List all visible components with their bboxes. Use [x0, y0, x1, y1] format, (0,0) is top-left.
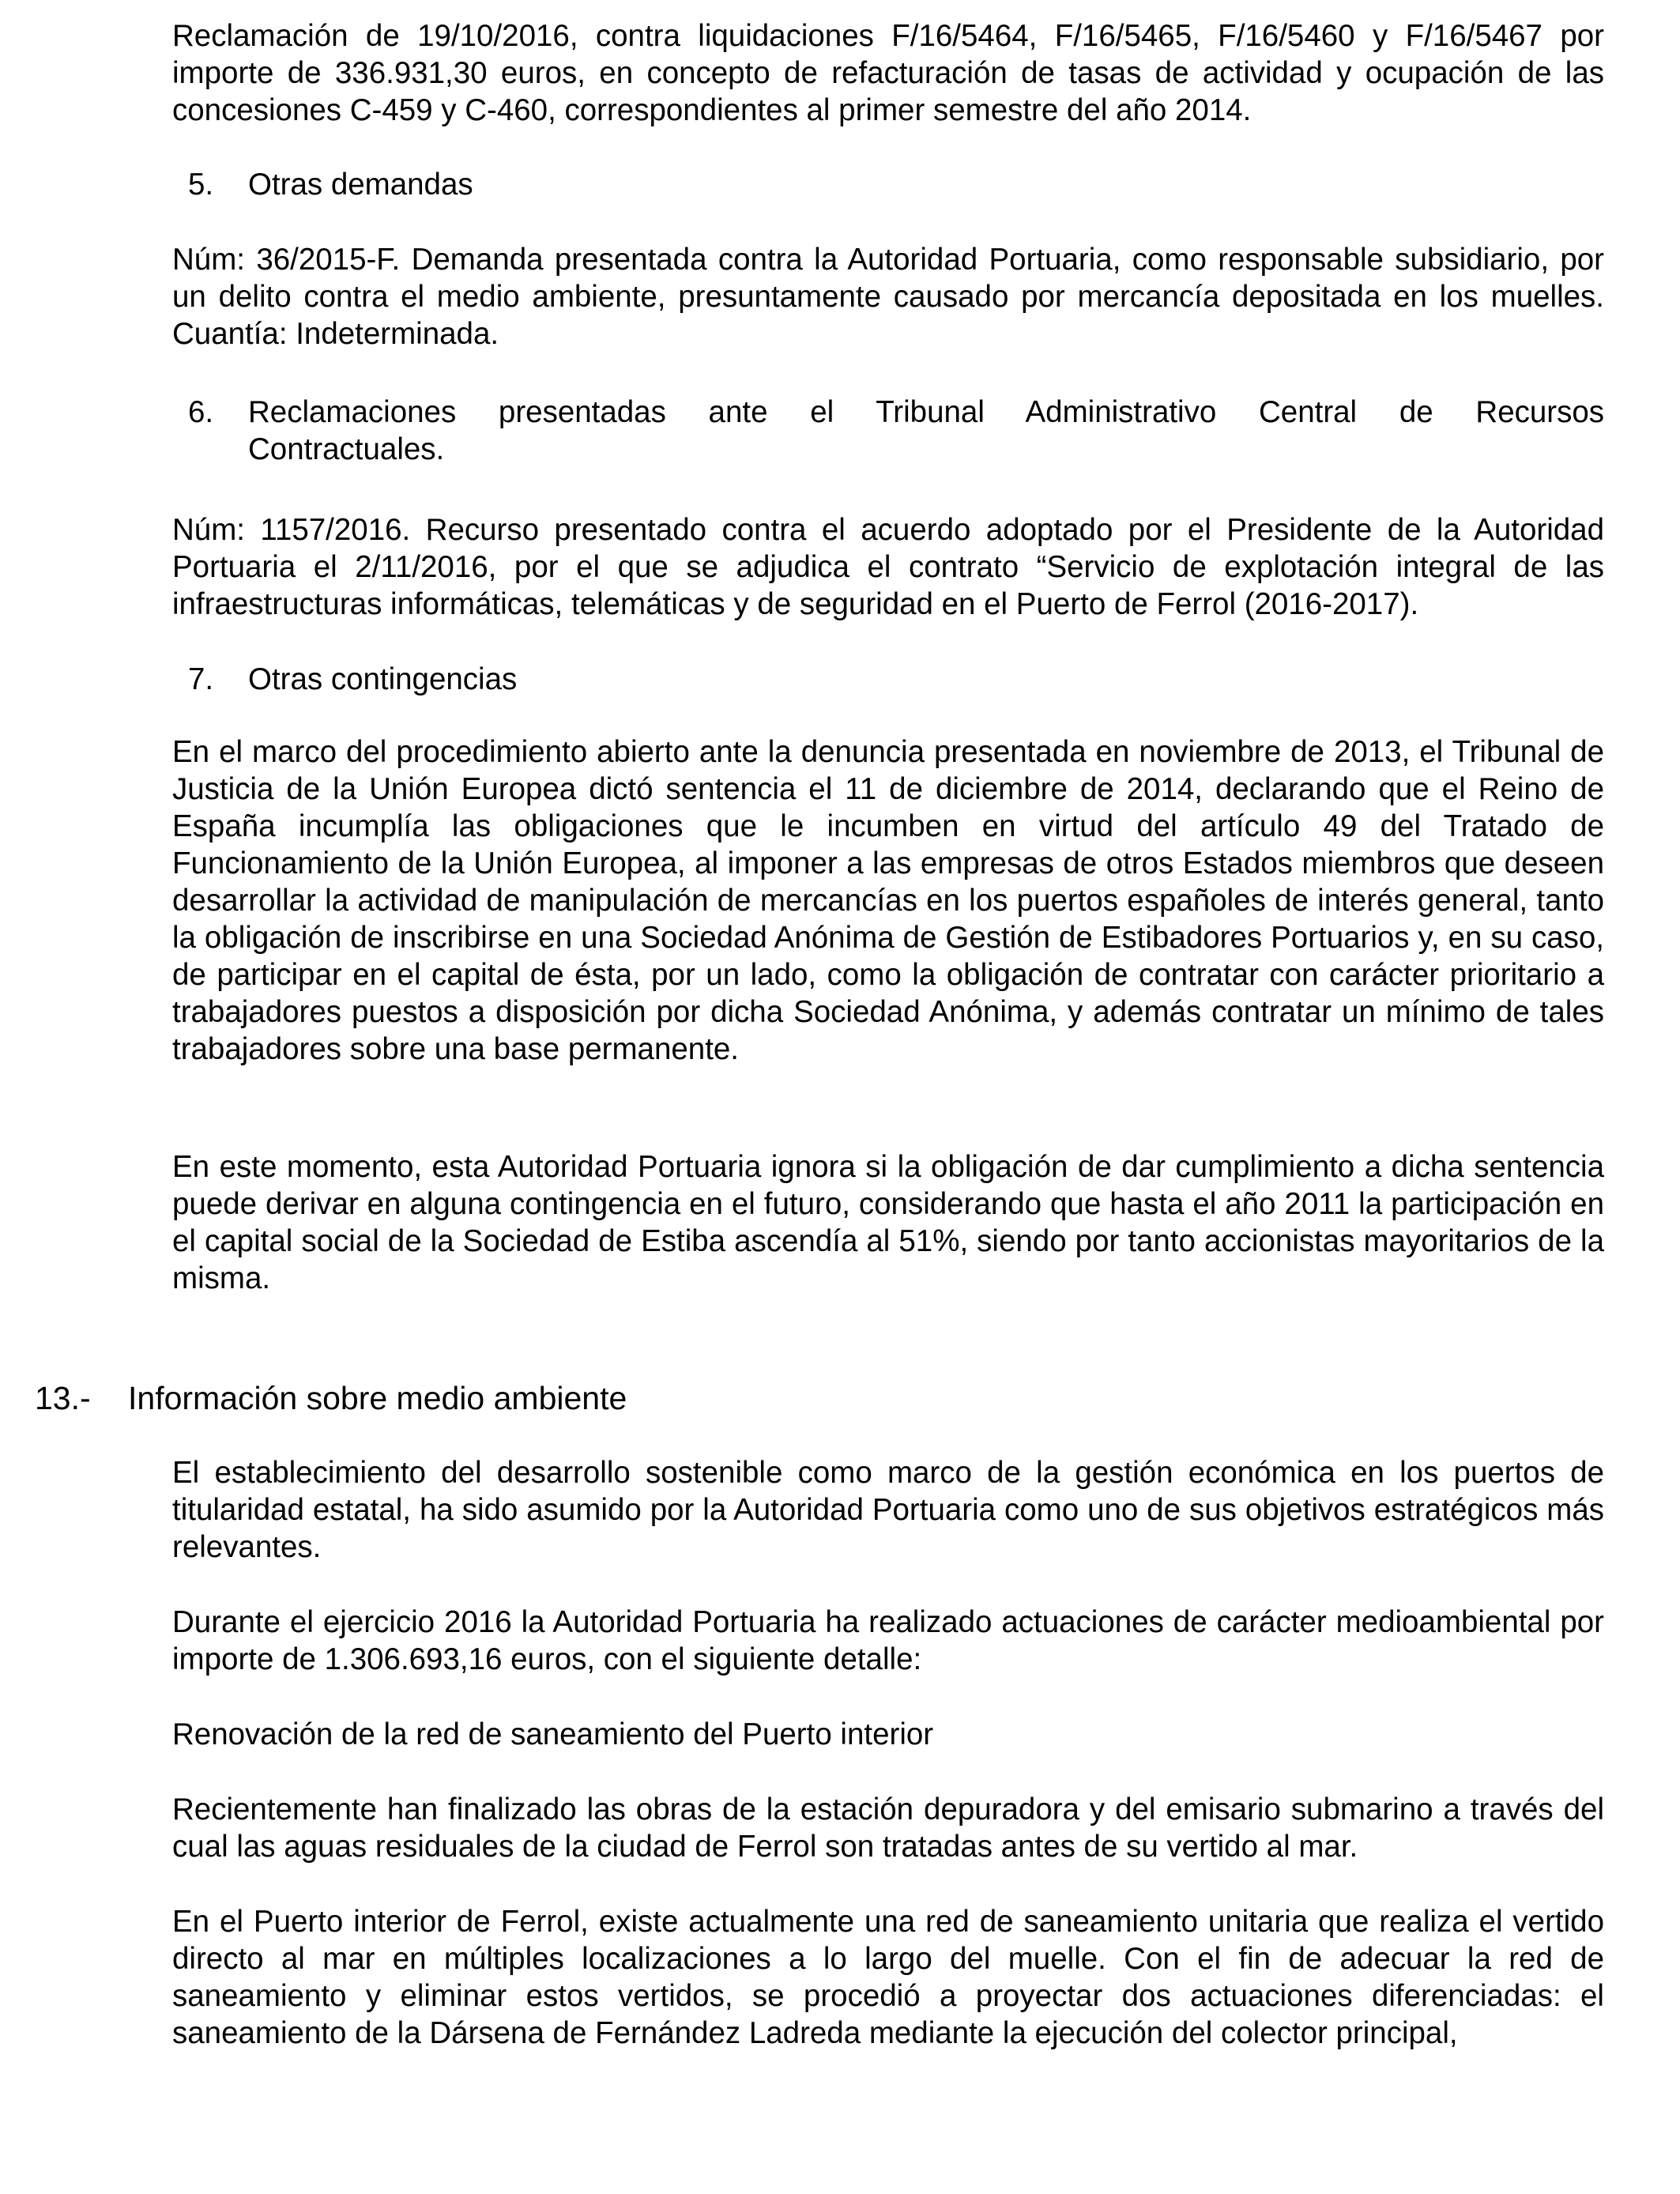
list-item-text: Otras contingencias: [248, 662, 518, 696]
paragraph-desarrollo-sostenible: El establecimiento del desarrollo sostenible como marco de la gestión económica en los puertos de titularidad estatal, ha sido asumido por la Autoridad Portuaria como uno de sus objetivos estratégicos más relevantes.: [172, 1456, 1604, 1564]
paragraph-contingencia-futuro: En este momento, esta Autoridad Portuaria ignora si la obligación de dar cumplimiento a dicha sentencia puede derivar en alguna contingencia en el futuro, considerando que hasta el año 2011 la participación en el capital social de la Sociedad de Estiba ascendía al 51%, siendo por tanto accionistas mayoritarios de la misma.: [172, 1150, 1604, 1295]
list-item-text: Reclamaciones presentadas ante el Tribunal Administrativo Central de Recursos: [248, 395, 1604, 429]
paragraph-reclamacion: Reclamación de 19/10/2016, contra liquidaciones F/16/5464, F/16/5465, F/16/5460 y F/16/5467 por importe de 336.931,30 euros, en concepto de refacturación de tasas de actividad y ocupación de las concesiones C-459 y C-460, correspondientes al primer semestre del año 2014.: [172, 19, 1604, 127]
paragraph-estacion-depuradora: Recientemente han finalizado las obras de la estación depuradora y del emisario submarino a través del cual las aguas residuales de la ciudad de Ferrol son tratadas antes de su vertido al mar.: [172, 1793, 1604, 1864]
list-item-text-block: [248, 394, 1604, 468]
paragraph-actuaciones-2016: Durante el ejercicio 2016 la Autoridad Portuaria ha realizado actuaciones de carácter medioambiental por importe de 1.306.693,16 euros, con el siguiente detalle:: [172, 1605, 1604, 1676]
paragraph-demanda-36-2015: Núm: 36/2015-F. Demanda presentada contra la Autoridad Portuaria, como responsable subsidiario, por un delito contra el medio ambiente, presuntamente causado por mercancía depositada en los muelles. Cuantía: Indeterminada.: [172, 243, 1604, 351]
paragraph-renovacion-red: Renovación de la red de saneamiento del Puerto interior: [172, 1717, 934, 1751]
section-number: 13.-: [35, 1380, 91, 1416]
paragraph-sentencia-tjue: En el marco del procedimiento abierto ante la denuncia presentada en noviembre de 2013, el Tribunal de Justicia de la Unión Europea dictó sentencia el 11 de diciembre de 2014, declarando que el Reino de España incumplía las obligaciones que le incumben en virtud del artículo 49 del Tratado de Funcionamiento de la Unión Europea, al imponer a las empresas de otros Estados miembros que deseen desarrollar la actividad de manipulación de mercancías en los puertos españoles de interés general, tanto la obligación de inscribirse en una Sociedad Anónima de Gestión de Estibadores Portuarios y, en su caso, de participar en el capital de ésta, por un lado, como la obligación de contratar con carácter prioritario a trabajadores puestos a disposición por dicha Sociedad Anónima, y además contratar un mínimo de tales trabajadores sobre una base permanente.: [172, 735, 1604, 1066]
list-item-text-continuation: Contractuales.: [248, 432, 445, 466]
list-item-number: 7.: [188, 662, 214, 696]
list-item-text: Otras demandas: [248, 168, 473, 202]
paragraph-red-saneamiento: En el Puerto interior de Ferrol, existe actualmente una red de saneamiento unitaria que realiza el vertido directo al mar en múltiples localizaciones a lo largo del muelle. Con el fin de adecuar la red de saneamiento y eliminar estos vertidos, se procedió a proyectar dos actuaciones diferenciadas: el saneamiento de la Dársena de Fernández Ladreda mediante la ejecución del colector principal,: [172, 1905, 1604, 2050]
paragraph-recurso-1157-2016: Núm: 1157/2016. Recurso presentado contra el acuerdo adoptado por el Presidente de la Autoridad Portuaria el 2/11/2016, por el que se adjudica el contrato “Servicio de explotación integral de las infraestructuras informáticas, telemáticas y de seguridad en el Puerto de Ferrol (2016-2017).: [172, 513, 1604, 621]
list-item-number: 5.: [188, 168, 214, 202]
section-title: Información sobre medio ambiente: [128, 1380, 627, 1416]
list-item-number: 6.: [188, 395, 214, 429]
